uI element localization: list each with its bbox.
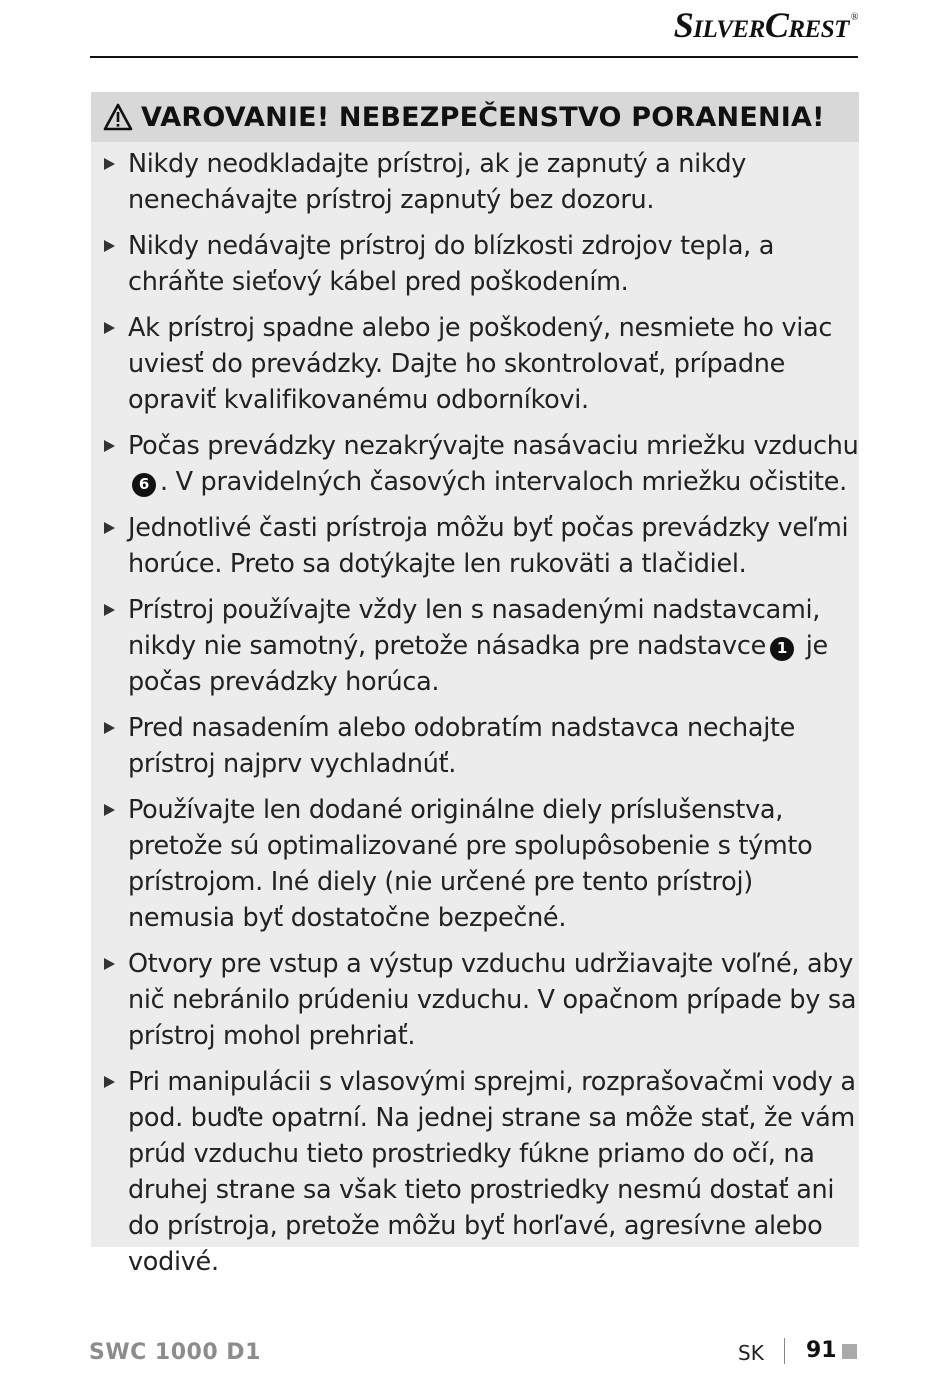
bullet-arrow-icon: [104, 158, 115, 170]
list-item: [91, 228, 859, 300]
bullet-arrow-icon: [104, 240, 115, 252]
list-item-text-part: Počas prevádzky nezakrývajte nasávaciu mriežku vzduchu: [128, 431, 859, 461]
list-item: [91, 592, 859, 700]
list-item-text: [128, 710, 859, 782]
list-item-text-part: Pri manipulácii s vlasovými sprejmi, rozprašovačmi vody a pod. buďte opatrní. Na jednej strane sa môže stať, že vám prúd vzduchu tieto prostriedky fúkne priamo do očí, na druhej strane sa však tieto prostriedky nesmú dostať ani do prístroja, pretože môžu byť horľavé, agresívne alebo vodivé.: [128, 1067, 856, 1277]
list-item-text: [128, 1064, 859, 1280]
list-item-text: [128, 510, 859, 582]
bullet-arrow-icon: [104, 522, 115, 534]
warning-triangle-icon: [103, 103, 133, 131]
list-item: [91, 428, 859, 500]
list-item-text-part: Ak prístroj spadne alebo je poškodený, nesmiete ho viac uviesť do prevádzky. Dajte ho skontrolovať, prípadne opraviť kvalifikovanému odborníkovi.: [128, 313, 833, 415]
list-item-text-part: Jednotlivé časti prístroja môžu byť počas prevádzky veľmi horúce. Preto sa dotýkajte len rukoväti a tlačidiel.: [128, 513, 849, 579]
list-item: [91, 310, 859, 418]
list-item-text-part: . V pravidelných časových intervaloch mriežku očistite.: [160, 467, 847, 497]
list-item-text-part: Používajte len dodané originálne diely príslušenstva, pretože sú optimalizované pre spolupôsobenie s týmto prístrojom. Iné diely (nie určené pre tento prístroj) nemusia byť dostatočne bezpečné.: [128, 795, 813, 933]
bullet-arrow-icon: [104, 322, 115, 334]
footer-model: SWC 1000 D1: [89, 1340, 261, 1365]
list-item: [91, 710, 859, 782]
bullet-arrow-icon: [104, 722, 115, 734]
bullet-arrow-icon: [104, 804, 115, 816]
page-number: 91: [806, 1338, 837, 1363]
list-item: [91, 1064, 859, 1280]
footer-language: SK: [738, 1341, 764, 1365]
list-item-text-part: Nikdy neodkladajte prístroj, ak je zapnutý a nikdy nenechávajte prístroj zapnutý bez dozoru.: [128, 149, 747, 215]
brand-logo: [674, 4, 858, 46]
list-item-text: [128, 146, 859, 218]
list-item-text: [128, 310, 859, 418]
warning-header: [91, 92, 859, 142]
list-item: [91, 946, 859, 1054]
bullet-arrow-icon: [104, 440, 115, 452]
warning-box: [91, 92, 859, 1277]
part-reference-badge: 1: [770, 637, 794, 661]
part-reference-badge: 6: [132, 473, 156, 497]
warning-title: VAROVANIE! NEBEZPEČENSTVO PORANENIA!: [141, 101, 825, 133]
list-item: [91, 510, 859, 582]
brand-name: SilverCrest: [673, 5, 849, 45]
footer-separator: [784, 1338, 785, 1364]
list-item-text-part: Prístroj používajte vždy len s nasadenými nadstavcami, nikdy nie samotný, pretože násadka pre nadstavce: [128, 595, 821, 661]
list-item: [91, 146, 859, 218]
registered-mark: ®: [850, 12, 858, 23]
bullet-arrow-icon: [104, 1076, 115, 1088]
list-item-text-part: Otvory pre vstup a výstup vzduchu udržiavajte voľné, aby nič nebránilo prúdeniu vzduchu. V opačnom prípade by sa prístroj mohol prehriať.: [128, 949, 857, 1051]
list-item-text: [128, 428, 859, 500]
bullet-arrow-icon: [104, 958, 115, 970]
list-item-text-part: je počas prevádzky horúca.: [128, 631, 828, 697]
bullet-arrow-icon: [104, 604, 115, 616]
footer-square-mark: [842, 1344, 857, 1359]
list-item-text: [128, 228, 859, 300]
list-item-text: [128, 792, 859, 936]
list-item: [91, 792, 859, 936]
list-item-text-part: Pred nasadením alebo odobratím nadstavca nechajte prístroj najprv vychladnúť.: [128, 713, 796, 779]
list-item-text: [128, 946, 859, 1054]
header-rule: [90, 56, 858, 58]
list-item-text: [128, 592, 859, 700]
warning-list: [91, 146, 859, 1290]
list-item-text-part: Nikdy nedávajte prístroj do blízkosti zdrojov tepla, a chráňte sieťový kábel pred poškodením.: [128, 231, 775, 297]
